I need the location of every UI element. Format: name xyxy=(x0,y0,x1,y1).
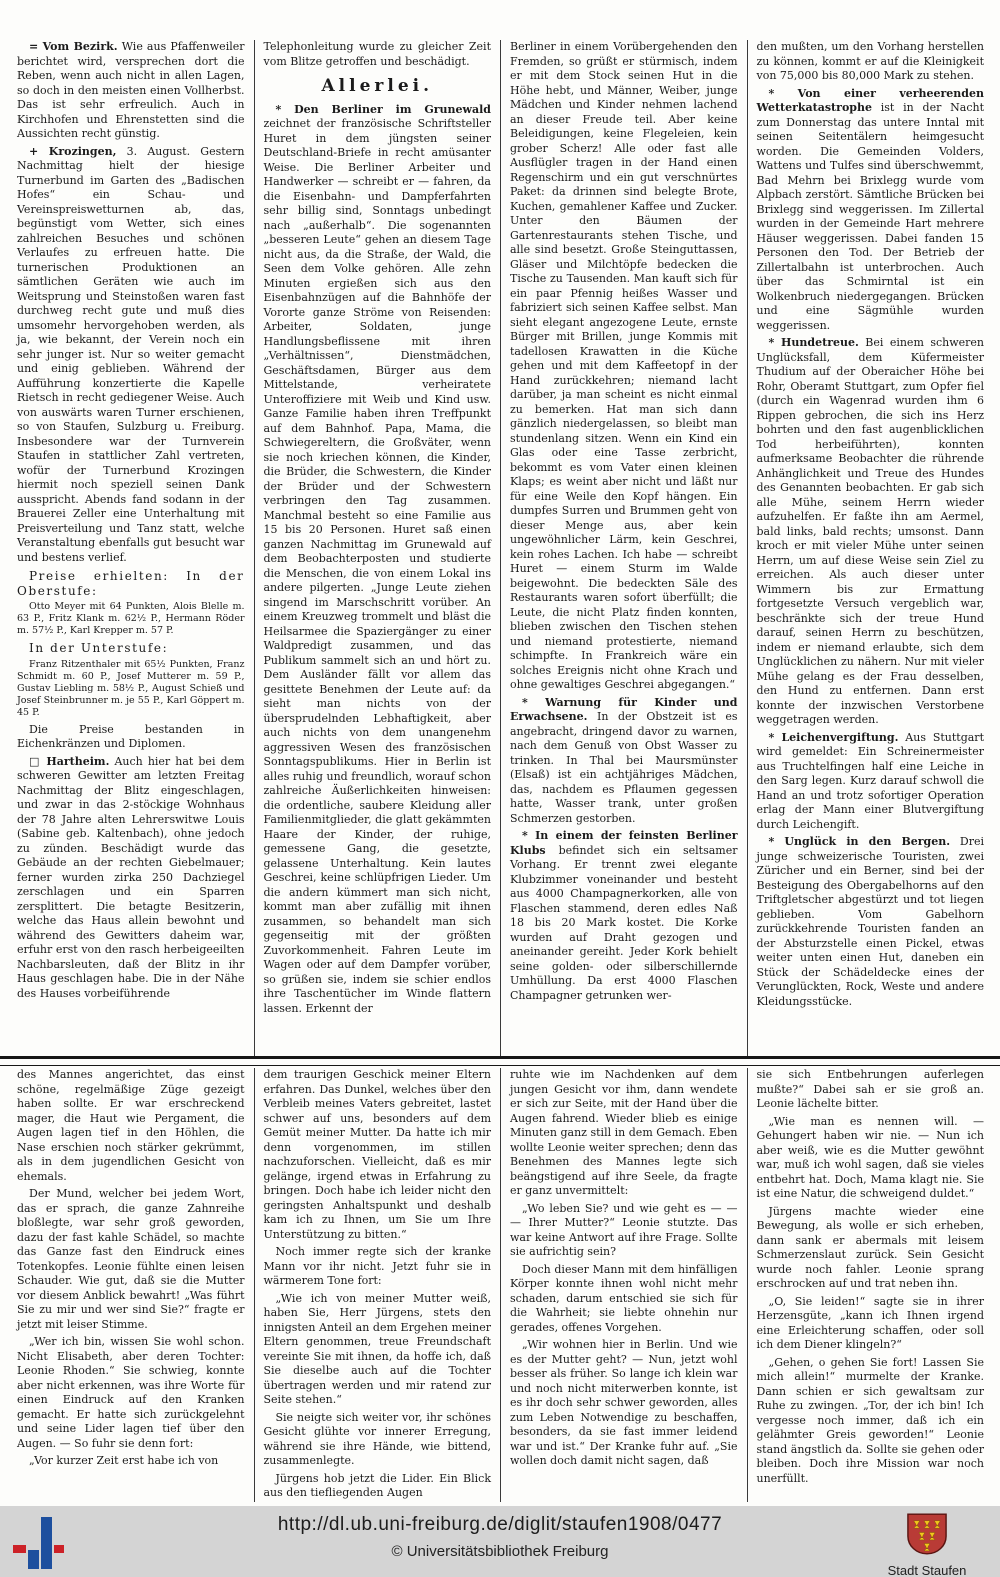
article-lead-in: * Unglück in den Bergen. xyxy=(768,835,951,848)
article-text: Drei junge schweizerische Touristen, zwei Züricher und ein Berner, sind bei der Besteigung des Obergabelhorns auf den Triftgletscher abgestürzt und tot liegen geblieben. Vom Gabelhorn zurückkehrende Touristen fanden an der Absturzstelle einen Pickel, etwas weiter unten einen Hut, daneben ein Stück der Schädeldecke eines der Verunglückten, Rock, Weste und andere Kleidungsstücke. xyxy=(756,835,984,1008)
staufen-coat-of-arms xyxy=(872,1512,982,1577)
article-paragraph: „Vor kurzer Zeit erst habe ich von xyxy=(29,1454,219,1467)
newspaper-column-1 xyxy=(15,1068,255,1502)
article-lead-in: * In einem der feinsten Berliner Klubs xyxy=(510,829,738,857)
newspaper-column-3 xyxy=(501,1068,748,1502)
section-divider-rule xyxy=(0,1056,1000,1066)
crest-caption: Stadt Staufen xyxy=(887,1563,967,1577)
article-text: Bei einem schweren Unglücksfall, dem Küfermeister Thudium auf der Oberaicher Höhe bei Rohr, Oberamt Stuttgart, zum Opfer fiel (durch ein Wagenrad wurden ihm 6 Rippen gebrochen, die sich ins Herz bohrten und den fast augenblicklichen Tod herbeiführten), konnten aufmerksame Beobachter die rührende Anhänglichkeit und Treue des Hundes des Genannten beobachten. Er gab sich alle Mühe, seinem Herrn wieder aufzuhelfen. Er faßte ihn am Aermel, bald links, bald rechts; umsonst. Dann kroch er mit vieler Mühe unter seinen Herrn, um auf diese Weise sein Ziel zu erreichen. Als auch dieser unter Wimmern bis zur Ermattung fortgesetzte Versuch vergeblich war, beschränkte sich der treue Hund darauf, seinen Herrn zu beschützen, indem er niemand erlaubte, sich dem Unglücklichen zu nähern. Nur mit vieler Mühe gelang es der Frau desselben, den Hund zu entfernen. Dann erst konnte der inzwischen Verstorbene weggetragen werden. xyxy=(756,336,984,726)
article-paragraph xyxy=(264,103,492,1017)
newspaper-column-3 xyxy=(501,40,748,1056)
newspaper-column-4 xyxy=(748,1068,987,1502)
article-paragraph xyxy=(510,696,738,827)
article-paragraph: Otto Meyer mit 64 Punkten, Alois Blelle m. 63 P., Fritz Klank m. 62½ P., Hermann Röder m. 57½ P., Karl Krepper m. 57 P. xyxy=(17,601,245,636)
newspaper-top-section xyxy=(15,40,986,1056)
article-paragraph: Franz Ritzenthaler mit 65½ Punkten, Franz Schmidt m. 60 P., Josef Mutterer m. 59 P., Gustav Liebling m. 58½ P., August Schieß und Josef Steinbrunner m. je 55 P., Karl Göppert m. 45 P. xyxy=(17,658,245,718)
article-paragraph xyxy=(757,336,985,728)
article-paragraph: sie sich Entbehrungen auferlegen mußte?“ Dabei sah er sie groß an. Leonie lächelte bitter. xyxy=(756,1068,984,1110)
article-paragraph: Die Preise bestanden in Eichenkränzen und Diplomen. xyxy=(17,722,245,750)
article-paragraph: „Wie man es nennen will. — Gehungert haben wir nie. — Nun ich aber weiß, wie es die Mutter gewöhnt war, muß ich wohl sagen, daß sie vieles entbehrt hat. Doch, Mama klagt nie. Sie ist eine Natur, die schweigend duldet.“ xyxy=(756,1114,984,1200)
document-url-link[interactable]: http://dl.ub.uni-freiburg.de/diglit/staufen1908/0477 xyxy=(277,1514,723,1535)
article-paragraph: ruhte wie im Nachdenken auf dem jungen Gesicht vor ihm, dann wendete er sich zur Seite, mit der Hand über die Augen fahrend. Wieder blieb es einige Minuten ganz still in dem Gemach. Eben wollte Leonie weiter sprechen; denn das Benehmen des Mannes legte sich beängstigend auf ihre Seele, da fragte er ganz unvermittelt: xyxy=(510,1068,738,1197)
article-paragraph: „Wir wohnen hier in Berlin. Und wie es der Mutter geht? — Nun, jetzt wohl besser als früher. So lange ich klein war und noch nicht miterwerben konnte, ist es ihr doch sehr schwer geworden, alles zum Leben Notwendige zu beschaffen, besonders, da sie fast immer leidend war und ist.“ Der Kranke fuhr auf. „Sie wollen doch damit nicht sagen, daß xyxy=(510,1338,738,1467)
article-text: befindet sich ein seltsamer Vorhang. Er trennt zwei elegante Klubzimmer voneinander und besteht aus 4000 Champagnerkorken, alle von Flaschen stammend, deren edles Naß 18 bis 20 Mark kostet. Die Korke wurden auf Draht gezogen und aneinander gereiht. Jeder Kork behielt seine golden- oder silberschillernde Umhüllung. Da erst 4000 Flaschen Champagner getrunken wer- xyxy=(510,843,738,1002)
article-lead-in: * Hundetreue. xyxy=(768,336,859,349)
article-paragraph: „Gehen, o gehen Sie fort! Lassen Sie mich allein!“ murmelte der Kranke. Dann schien er sich gewaltsam zur Ruhe zu zwingen. „Tor, der ich bin! Ich vergesse noch immer, daß ich ein gelähmter Greis geworden!“ Leonie stand ängstlich da. Sollte sie gehen oder bleiben. Doch ihre Mission war noch unerfüllt. xyxy=(756,1355,984,1485)
logo-red-square-right xyxy=(54,1545,64,1553)
article-paragraph: Noch immer regte sich der kranke Mann vor ihr nicht. Jetzt fuhr sie in wärmerem Tone fort: xyxy=(263,1245,491,1287)
article-paragraph: Preise erhielten: In der Oberstufe: xyxy=(17,569,245,598)
crest-shield-icon xyxy=(905,1512,949,1556)
article-paragraph: „Wie ich von meiner Mutter weiß, haben Sie, Herr Jürgens, stets den innigsten Anteil an dem Ergehen meiner Eltern genommen, treue Freundschaft vereinte Sie mit ihnen, da hoffe ich, daß Sie dieselbe auch auf die Tochter übertragen werden und mir ratend zur Seite stehen.“ xyxy=(263,1291,491,1406)
article-paragraph xyxy=(17,145,245,566)
logo-blue-bar-short xyxy=(28,1550,39,1569)
article-lead-in: * Den Berliner im Grunewald xyxy=(275,102,491,116)
article-paragraph: „Wer ich bin, wissen Sie wohl schon. Nicht Elisabeth, aber deren Tochter: Leonie Rhoden.“ Sie schwieg, konnte aber nicht erkennen, was ihre Worte für einen Eindruck auf den Kranken gemacht. Er hatte sich zurückgelehnt und seine Lider lagen tief über den Augen. — So fuhr sie denn fort: xyxy=(17,1335,245,1450)
article-paragraph xyxy=(757,835,985,1009)
article-paragraph: In der Unterstufe: xyxy=(29,641,169,655)
article-paragraph xyxy=(757,731,985,833)
newspaper-column-2 xyxy=(255,1068,502,1502)
article-text: ist in der Nacht zum Donnerstag das untere Inntal mit seinen Seitentälern heimgesucht worden. Die Gemeinden Volders, Wattens und Tulfes sind überschwemmt, Bad Mehrn bei Brixlegg wurde vom Alpbach zerstört. Sämtliche Brücken bei Brixlegg sind weggerissen. Im Zillertal wurden in der Gemeinde Hart mehrere Häuser weggerissen. Dabei fanden 15 Personen den Tod. Der Betrieb der Zillertalbahn ist unterbrochen. Auch über das Schmirntal ist ein Wolkenbruch niedergegangen. Brücken und eine Sägmühle wurden weggerissen. xyxy=(756,101,984,332)
article-paragraph xyxy=(17,40,245,142)
logo-red-square-left xyxy=(13,1545,26,1553)
article-paragraph xyxy=(510,829,738,1003)
article-lead-in: * Leichenvergiftung. xyxy=(768,730,899,744)
article-paragraph: dem traurigen Geschick meiner Eltern erfahren. Das Dunkel, welches über den Verbleib meines Vaters gebreitet, lastet schwer auf uns, besonders auf dem Gemüt meiner Mutter. Da hatte ich mir denn vorgenommen, im stillen nachzuforschen. Vielleicht, daß es mir gelänge, irgend etwas in Erfahrung zu bringen. Doch habe ich leider nicht den geringsten Anhaltspunkt und deshalb kam ich zu Ihnen, um Sie um Ihre Unterstützung zu bitten.“ xyxy=(263,1068,491,1241)
ub-freiburg-logo-icon xyxy=(13,1517,73,1571)
article-paragraph: Telephonleitung wurde zu gleicher Zeit vom Blitze getroffen und beschädigt. xyxy=(263,40,491,68)
article-paragraph xyxy=(17,755,245,1002)
article-paragraph: Jürgens machte wieder eine Bewegung, als wolle er sich erheben, dann sank er abermals mit leisem Schmerzenslaut zurück. Sein Gesicht wurde noch fahler. Leonie sprang erschrocken auf und trat neben ihn. xyxy=(756,1204,984,1290)
article-text: Auch hier hat bei dem schweren Gewitter am letzten Freitag Nachmittag der Blitz eingeschlagen, und zwar in das 2-stöckige Wohnhaus der 78 Jahre alten Lehrerswitwe Louis (Sabine geb. Kaltenbach), ohne jedoch zu zünden. Beschädigt wurde das Gebäude an der rechten Giebelmauer; ferner wurden zirka 250 Dachziegel zerschlagen und ein Sparren zersplittert. Die betagte Besitzerin, welche das Haus allein bewohnt und während des Gewitters daheim war, erfuhr erst von den rasch herbeigeeilten Nachbarsleuten, daß der Blitz in ihr Haus geschlagen habe. Die in der Nähe des Hauses vorbeiführende xyxy=(17,754,245,1000)
copyright-notice: © Universitätsbibliothek Freiburg xyxy=(391,1543,609,1560)
article-paragraph: „O, Sie leiden!“ sagte sie in ihrer Herzensgüte, „kann ich Ihnen irgend eine Erleichterung schaffen, oder soll ich dem Diener klingeln?“ xyxy=(756,1294,984,1351)
newspaper-column-1 xyxy=(15,40,255,1056)
article-text: zeichnet der französische Schriftsteller Huret in dem jüngsten seiner Deutschland-Briefe in recht amüsanter Weise. Die Berliner Arbeiter und Handwerker — schreibt er — fahren, da die Eisenbahn- und Dampferfahrten sehr billig sind, Sonntags unbedingt nach „außerhalb“. Die sogenannten „besseren Leute“ gehen an diesem Tage nicht aus, da die Straße, der Wald, die Seen dem Volke gehören. Alle zehn Minuten ergießen sich aus den Eisenbahnzügen auf die Bahnhöfe der Vororte ganze Ströme von Reisenden: Arbeiter, Soldaten, junge Handlungsbeflissene mit ihren „Verhältnissen“, Dienstmädchen, Geschäftsdamen, Bürger aus dem Mittelstande, verheiratete Unteroffiziere mit Weib und Kind usw. Ganze Familie haben ihren Treffpunkt auf dem Bahnhof. Papa, Mama, die Schwiegereltern, die Großväter, wenn sie noch kriechen können, die Kinder, die Brüder, die Schwestern, die Kinder der Brüder und der Schwestern verbringen den Tag zusammen. Manchmal besteht so eine Familie aus 15 bis 20 Personen. Huret saß einen ganzen Nachmittag im Grunewald auf dem Beobachterposten und studierte die Menschen, die von einem Lokal ins andere pilgerten. „Junge Leute ziehen singend im Marschschritt vorüber. An einem Kreuzweg trommelt und bläst die Heilsarmee die Spaziergänger zu einer Waldpredigt zusammen, und das Publikum sammelt sich an und hört zu. Dem Ausländer fällt vor allem das gesittete Benehmen der Leute auf: da sieht man nichts von der übersprudelnden Lebhaftigkeit, aber auch nichts von dem unangenehm aggressiven Wesen des französischen Sonntagspublikums. Hier in Berlin ist alles ruhig und freundlich, worauf schon zahlreiche Äußerlichkeiten hinweisen: die ordentliche, saubere Kleidung aller Familienmitglieder, die glatt gekämmten Haare der Kinder, der ruhige, gemessene Gang, die gesetzte, gelassene Unterhaltung. Kein lautes Geschrei, keine schlüpfrigen Lieder. Um die andern kümmert man sich nicht, kommt man aber zufällig mit ihnen zusammen, so behandelt man sich gegenseitig mit der größten Zuvorkommenheit. Fahren Leute im Wagen oder auf dem Dampfer vorüber, so grüßen sie, indem sie schier endlos ihre Taschentücher im Winde flattern lassen. Erkennt der xyxy=(263,117,491,1015)
newspaper-feuilleton-section xyxy=(15,1068,986,1502)
newspaper-column-2 xyxy=(255,40,502,1056)
article-lead-in: * Von einer verheerenden Wetterkatastrophe xyxy=(756,86,984,114)
article-lead-in: □ Hartheim. xyxy=(29,754,110,768)
article-lead-in: = Vom Bezirk. xyxy=(29,40,118,53)
section-heading: Allerlei. xyxy=(321,76,434,96)
article-text: 3. August. Gestern Nachmittag hielt der hiesige Turnerbund im Garten des „Badischen Hofes“ ein Schau- und Vereinspreiswetturnen ab, das, begünstigt vom Wetter, sich eines zahlreichen Besuches und schönen Verlaufes zu erfreuen hatte. Die turnerischen Produktionen an sämtlichen Geräten wie auch im Weitsprung und Steinstoßen waren fast durchweg recht gute und muß dies umsomehr hervorgehoben werden, als ja, wie bekannt, der Verein noch ein sehr junger ist. Nur so weiter gemacht und einig geblieben. Während der Aufführung konzertierte die Kapelle Rietsch in recht gediegener Weise. Auch von auswärts waren Turner erschienen, so von Staufen, Sulzburg u. Freiburg. Insbesondere war der Turnverein Staufen in stattlicher Zahl vertreten, wofür der Turnerbund Krozingen hiermit noch speziell seinen Dank ausspricht. Abends fand sodann in der Brauerei Zeller eine Unterhaltung mit Preisverteilung und Tanz statt, welche Veranstaltung ebenfalls gut besucht war und bestens verlief. xyxy=(17,144,245,564)
article-text: In der Obstzeit ist es angebracht, dringend davor zu warnen, nach dem Genuß von Obst Wasser zu trinken. In Thal bei Maursmünster (Elsaß) ist ein achtjähriges Mädchen, das, nachdem es Pflaumen gegessen hatte, Wasser trank, unter großen Schmerzen gestorben. xyxy=(510,710,738,825)
newspaper-column-4 xyxy=(748,40,987,1056)
article-paragraph: Berliner in einem Vorübergehenden den Fremden, so grüßt er stürmisch, indem er mit dem Stock seinen Hut in die Höhe hebt, und Männer, Weiber, junge Mädchen und Kinder nehmen lachend an dieser Freude teil. Aber keine Beleidigungen, keine Flegeleien, kein grober Scherz! Alle oder fast alle Ausflügler tragen in der Hand einen Regenschirm und ein gut verschnürtes Paket: da drinnen sind belegte Brote, Kuchen, gemahlener Kaffee und Zucker. Unter den Bäumen der Gartenrestaurants stehen Tische, und alle sind besetzt. Große Steinguttassen, Gläser und Milchtöpfe bedecken die Tische zu Tausenden. Man kauft sich für ein paar Pfennig heißes Wasser und fabriziert sich seinen Kaffee selbst. Man sieht elegant angezogene Leute, ernste Bürger mit Brillen, junge Kommis mit tadellosen Krawatten in die Küche gehen und mit dem Kaffeetopf in der Hand zurückkehren; niemand lacht darüber, ja man scheint es nicht einmal zu bemerken. Hat man sich dann gänzlich niedergelassen, so bleibt man stundenlang sitzen. Wenn ein Kind ein Glas oder eine Tasse zerbricht, bekommt es vom Vater einen kleinen Klaps; es weint aber nicht und läßt nur für eine Weile den Kopf hängen. Ein dumpfes Surren und Brummen geht von dieser Menge aus, aber kein ungewöhnlicher Lärm, kein Geschrei, kein rohes Lachen. Ich habe — schreibt Huret — einem Sturm im Walde beigewohnt. Die bedeckten Säle des Restaurants waren sofort überfüllt; die Leute, die nicht Platz finden konnten, blieben zwischen den Tischen stehen und niemand protestierte, niemand schimpfte. In Frankreich wäre ein solches Ereignis nicht ohne Krach und ohne gewaltiges Geschrei abgegangen.“ xyxy=(510,40,738,691)
article-paragraph: Der Mund, welcher bei jedem Wort, das er sprach, die ganze Zahnreihe bloßlegte, war sehr groß geworden, dazu der fast kahle Schädel, so machte das Ganze fast den Eindruck eines Totenkopfes. Leonie fühlte einen leisen Schauder. Wie gut, daß sie die Mutter vor diesem Anblick bewahrt! „Was führt Sie zu mir und wer sind Sie?“ fragte er jetzt mit leiser Stimme. xyxy=(17,1187,245,1331)
article-paragraph: Jürgens hob jetzt die Lider. Ein Blick aus den tiefliegenden Augen xyxy=(263,1471,491,1499)
footer-text-block xyxy=(200,1514,800,1560)
article-paragraph: „Wo leben Sie? und wie geht es — — — Ihrer Mutter?“ Leonie stutzte. Das war keine Antwort auf ihre Frage. Sollte sie aufrichtig sein? xyxy=(510,1201,738,1258)
article-text: Aus Stuttgart wird gemeldet: Ein Schreinermeister aus Truchtelfingen half eine Leiche in den Sarg legen. Kurz darauf schwoll die Hand an und trotz sofortiger Operation erlag der Mann einer Blutvergiftung durch Leichengift. xyxy=(756,730,984,831)
logo-blue-bar-tall xyxy=(41,1517,52,1569)
article-lead-in: * Warnung für Kinder und Erwachsene. xyxy=(510,695,738,723)
article-paragraph: des Mannes angerichtet, das einst schöne, regelmäßige Züge gezeigt haben sollte. Er war erschreckend mager, die Haut wie Pergament, die Augen lagen tief in den Höhlen, die Nase erschien noch stärker gekrümmt, als in dem jugendlichen Gesicht von ehemals. xyxy=(17,1068,245,1183)
article-paragraph: Sie neigte sich weiter vor, ihr schönes Gesicht glühte vor innerer Erregung, während sie ihre Hände, wie bittend, zusammenlegte. xyxy=(263,1410,491,1467)
viewer-footer-bar xyxy=(0,1506,1000,1577)
article-text: Wie aus Pfaffenweiler berichtet wird, versprechen dort die Reben, wenn auch nicht in allen Lagen, so doch in den meisten einen Vollherbst. Das ist sehr erfreulich. Auch in Kirchhofen und Ehrenstetten sind die Aussichten recht günstig. xyxy=(17,40,245,140)
article-paragraph: den mußten, um den Vorhang herstellen zu können, kommt er auf die Kleinigkeit von 75,000 bis 80,000 Mark zu stehen. xyxy=(756,40,984,82)
article-paragraph xyxy=(757,87,985,334)
article-paragraph: Doch dieser Mann mit dem hinfälligen Körper konnte ihnen wohl nicht mehr schaden, darum entschied sie sich für die Wahrheit; sie liebte ohnehin nur gerades, offenes Vorgehen. xyxy=(510,1262,738,1334)
article-lead-in: + Krozingen, xyxy=(29,144,117,158)
